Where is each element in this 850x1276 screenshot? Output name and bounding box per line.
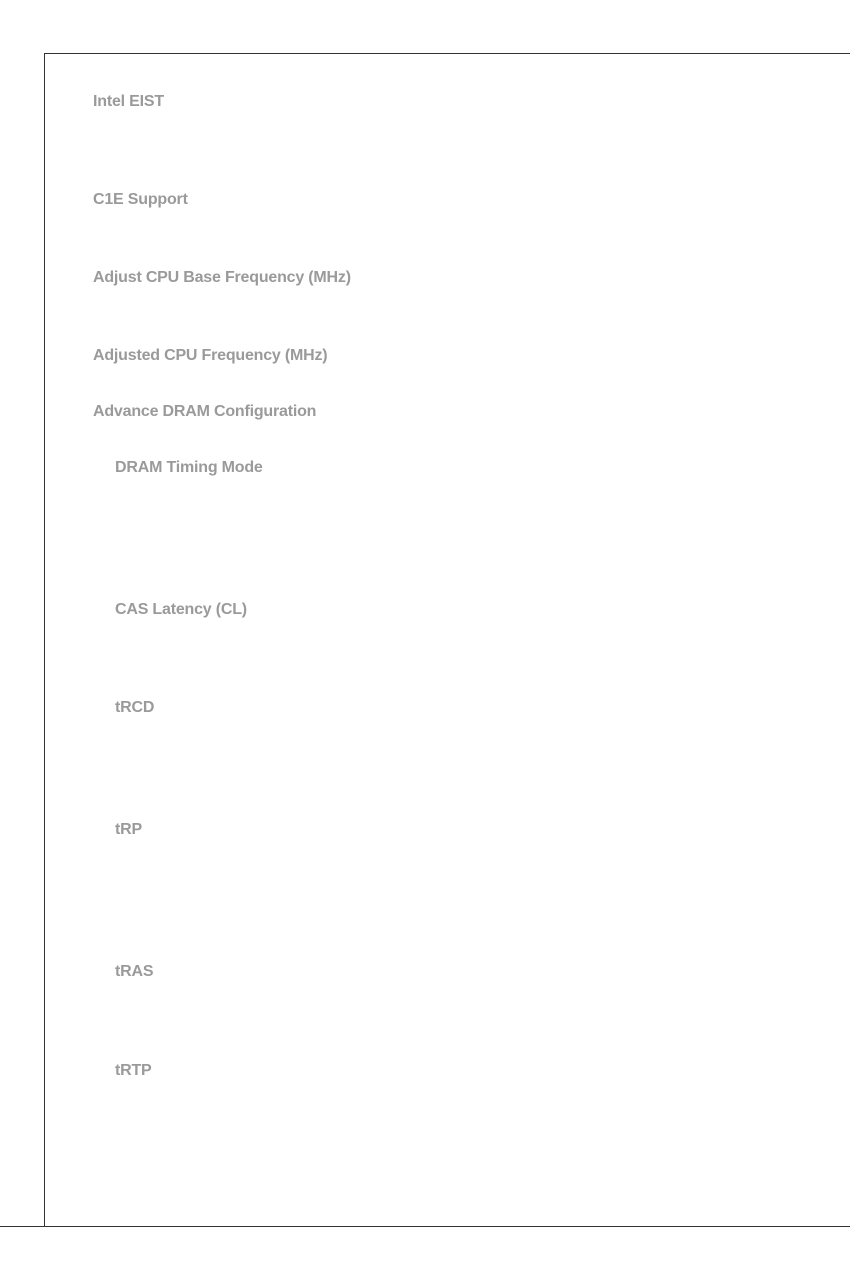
setting-trp: tRP (115, 821, 142, 838)
setting-trtp: tRTP (115, 1062, 152, 1079)
setting-intel-eist: Intel EIST (93, 93, 164, 110)
page-frame-top-rule (44, 53, 850, 54)
setting-adjusted-cpu-frequency: Adjusted CPU Frequency (MHz) (93, 347, 328, 364)
page-frame-left-rule (44, 53, 45, 1226)
setting-c1e-support: C1E Support (93, 191, 188, 208)
setting-trcd: tRCD (115, 699, 155, 716)
setting-advance-dram-configuration: Advance DRAM Configuration (93, 403, 317, 420)
setting-tras: tRAS (115, 963, 154, 980)
setting-dram-timing-mode: DRAM Timing Mode (115, 459, 263, 476)
setting-adjust-cpu-base-frequency: Adjust CPU Base Frequency (MHz) (93, 269, 351, 286)
page-frame-bottom-rule (0, 1226, 850, 1227)
setting-cas-latency: CAS Latency (CL) (115, 601, 247, 618)
